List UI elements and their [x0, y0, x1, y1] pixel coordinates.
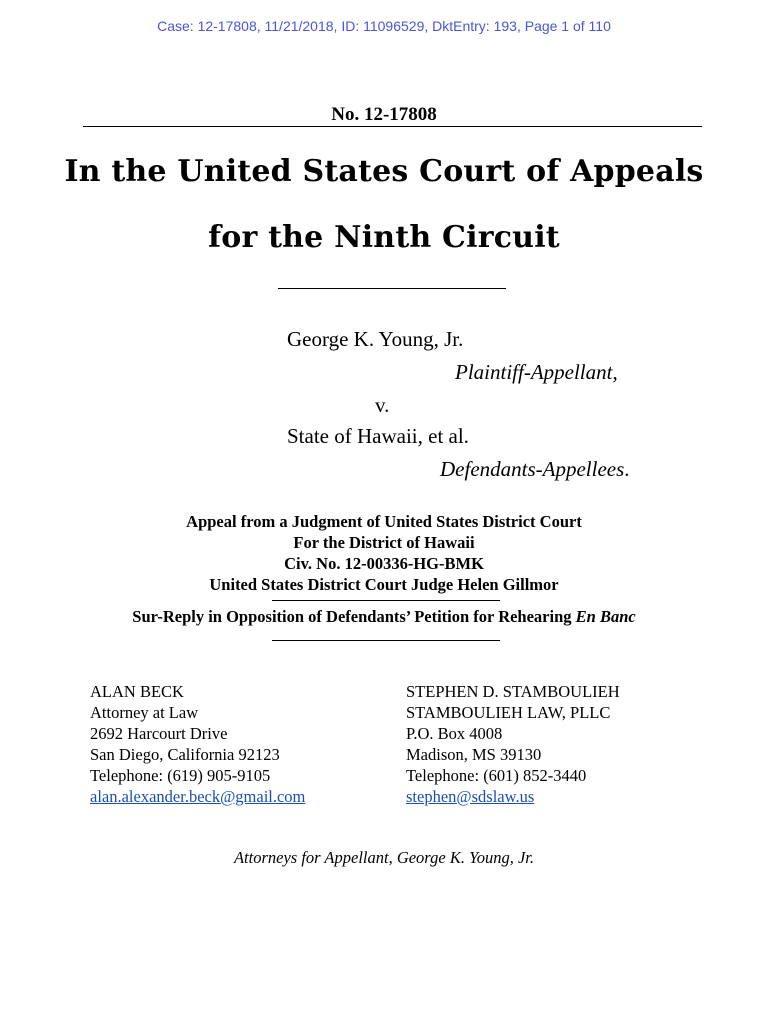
counsel-right-phone: Telephone: (601) 852-3440	[406, 766, 587, 785]
docket-stamp: Case: 12-17808, 11/21/2018, ID: 11096529, DktEntry: 193, Page 1 of 110	[157, 18, 611, 34]
plaintiff-role-text: Plaintiff-Appellant	[455, 360, 613, 384]
counsel-block-right	[406, 681, 620, 807]
counsel-left-email-link[interactable]: alan.alexander.beck@gmail.com	[90, 787, 306, 806]
counsel-right-name: STEPHEN D. STAMBOULIEH	[406, 682, 620, 701]
attorneys-for-line: Attorneys for Appellant, George K. Young, Jr.	[233, 848, 535, 867]
counsel-left-phone: Telephone: (619) 905-9105	[90, 766, 271, 785]
counsel-left-city: San Diego, California 92123	[90, 745, 280, 764]
counsel-right-street: P.O. Box 4008	[406, 724, 503, 743]
appeal-line-2: For the District of Hawaii	[293, 533, 475, 552]
header-rule	[83, 126, 702, 127]
counsel-left-title: Attorney at Law	[90, 703, 199, 722]
plaintiff-role	[455, 360, 618, 385]
document-title	[0, 607, 768, 627]
counsel-right-city: Madison, MS 39130	[406, 745, 542, 764]
counsel-left-name: ALAN BECK	[90, 682, 184, 701]
divider-above-title	[272, 600, 500, 601]
case-number: No. 12-17808	[331, 104, 437, 125]
court-name-line-2: for the Ninth Circuit	[208, 220, 560, 255]
court-name-line-1: In the United States Court of Appeals	[64, 154, 704, 189]
defendant-role	[440, 457, 630, 482]
appeal-line-1: Appeal from a Judgment of United States District Court	[186, 512, 582, 531]
defendant-name: State of Hawaii, et al.	[287, 424, 469, 448]
counsel-right-email-link[interactable]: stephen@sdslaw.us	[406, 787, 535, 806]
appeal-line-4: United States District Court Judge Helen Gillmor	[209, 575, 559, 594]
divider-under-court	[278, 288, 506, 289]
document-title-main: Sur-Reply in Opposition of Defendants’ Petition for Rehearing	[132, 607, 572, 626]
plaintiff-name: George K. Young, Jr.	[287, 327, 464, 351]
plaintiff-role-punct: ,	[612, 360, 618, 384]
divider-below-title	[272, 640, 500, 641]
defendant-role-punct: .	[624, 457, 630, 481]
document-title-italic: En Banc	[575, 607, 636, 626]
counsel-right-firm: STAMBOULIEH LAW, PLLC	[406, 703, 611, 722]
versus: v.	[375, 393, 390, 417]
appeal-line-3: Civ. No. 12-00336-HG-BMK	[284, 554, 484, 573]
counsel-block-left	[90, 681, 305, 807]
appeal-info	[0, 511, 768, 595]
counsel-left-street: 2692 Harcourt Drive	[90, 724, 228, 743]
defendant-role-text: Defendants-Appellees	[440, 457, 625, 481]
